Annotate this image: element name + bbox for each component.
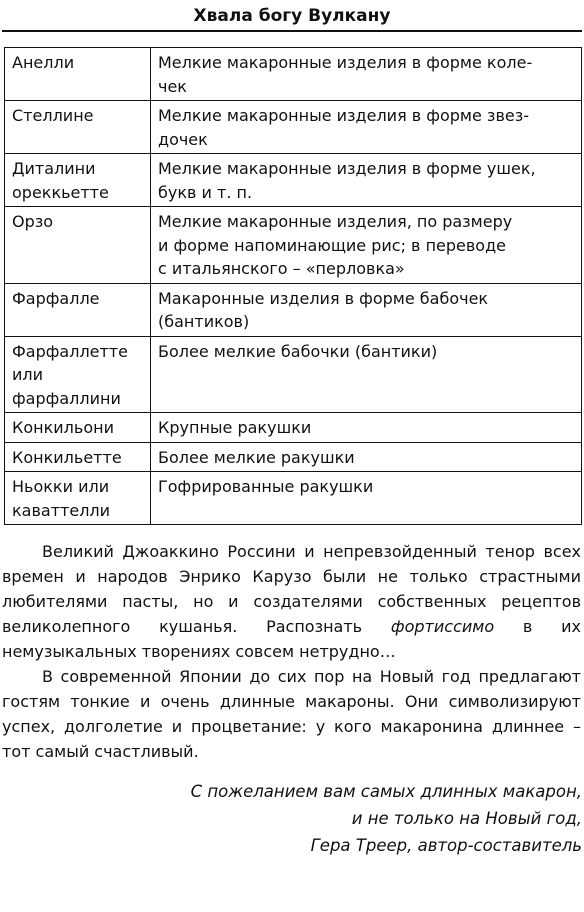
pasta-name-cell: Ньокки или каваттелли xyxy=(5,472,151,525)
table-row xyxy=(5,154,582,207)
pasta-description-cell: Более мелкие бабочки (бантики) xyxy=(151,336,582,413)
pasta-description-cell: Макаронные изделия в форме бабочек (бантиков) xyxy=(151,283,582,336)
pasta-name-cell: Фарфаллетте или фарфаллини xyxy=(5,336,151,413)
table-row xyxy=(5,101,582,154)
pasta-name-cell: Конкильони xyxy=(5,413,151,443)
signature xyxy=(2,778,582,859)
pasta-name-cell: Анелли xyxy=(5,48,151,101)
pasta-description-cell: Мелкие макаронные изделия в форме ушек, букв и т. п. xyxy=(151,154,582,207)
table-row xyxy=(5,442,582,472)
pasta-name-cell: Фарфалле xyxy=(5,283,151,336)
paragraph-japan: В современной Японии до сих пор на Новый год предлагают гостям тонкие и очень длинные макароны. Они символизируют успех, долголетие и процветание: у кого макаронина длиннее – тот самый счастливый. xyxy=(2,667,581,761)
header-rule xyxy=(2,30,582,32)
signature-line-3: Гера Треер, автор-составитель xyxy=(310,836,582,855)
pasta-name-cell: Орзо xyxy=(5,207,151,284)
table-row xyxy=(5,336,582,413)
body-text xyxy=(2,539,582,764)
pasta-description-cell: Крупные ракушки xyxy=(151,413,582,443)
signature-line-1: С пожеланием вам самых длинных макарон, xyxy=(190,782,582,801)
table-row xyxy=(5,283,582,336)
table-row xyxy=(5,48,582,101)
pasta-description-cell: Мелкие макаронные изделия в форме коле- чек xyxy=(151,48,582,101)
emphasis-fortissimo: фортиссимо xyxy=(390,617,495,636)
pasta-name-cell: Стеллине xyxy=(5,101,151,154)
paragraph-rossini-end: в их немузыкальных творениях совсем нетрудно… xyxy=(2,617,582,661)
table-row xyxy=(5,207,582,284)
pasta-name-cell: Диталини ореккьетте xyxy=(5,154,151,207)
running-head: Хвала богу Вулкану xyxy=(193,6,391,26)
pasta-description-cell: Мелкие макаронные изделия в форме звез- дочек xyxy=(151,101,582,154)
table-row xyxy=(5,413,582,443)
pasta-description-cell: Более мелкие ракушки xyxy=(151,442,582,472)
pasta-name-cell: Конкильетте xyxy=(5,442,151,472)
signature-line-2: и не только на Новый год, xyxy=(351,809,582,828)
paragraph-rossini-start: Великий Джоаккино Россини и непревзойденный тенор всех времен и народов Энрико Карузо были не только страстными любителями пасты, но и создателями собственных рецептов великолепного кушанья. Распознать xyxy=(2,542,581,636)
pasta-description-cell: Мелкие макаронные изделия, по размеру и форме напоминающие рис; в переводе с итальянского – «перловка» xyxy=(151,207,582,284)
table-body xyxy=(5,48,582,525)
table-row xyxy=(5,472,582,525)
paragraph-rossini xyxy=(2,539,581,664)
pasta-types-table xyxy=(4,47,582,525)
pasta-description-cell: Гофрированные ракушки xyxy=(151,472,582,525)
